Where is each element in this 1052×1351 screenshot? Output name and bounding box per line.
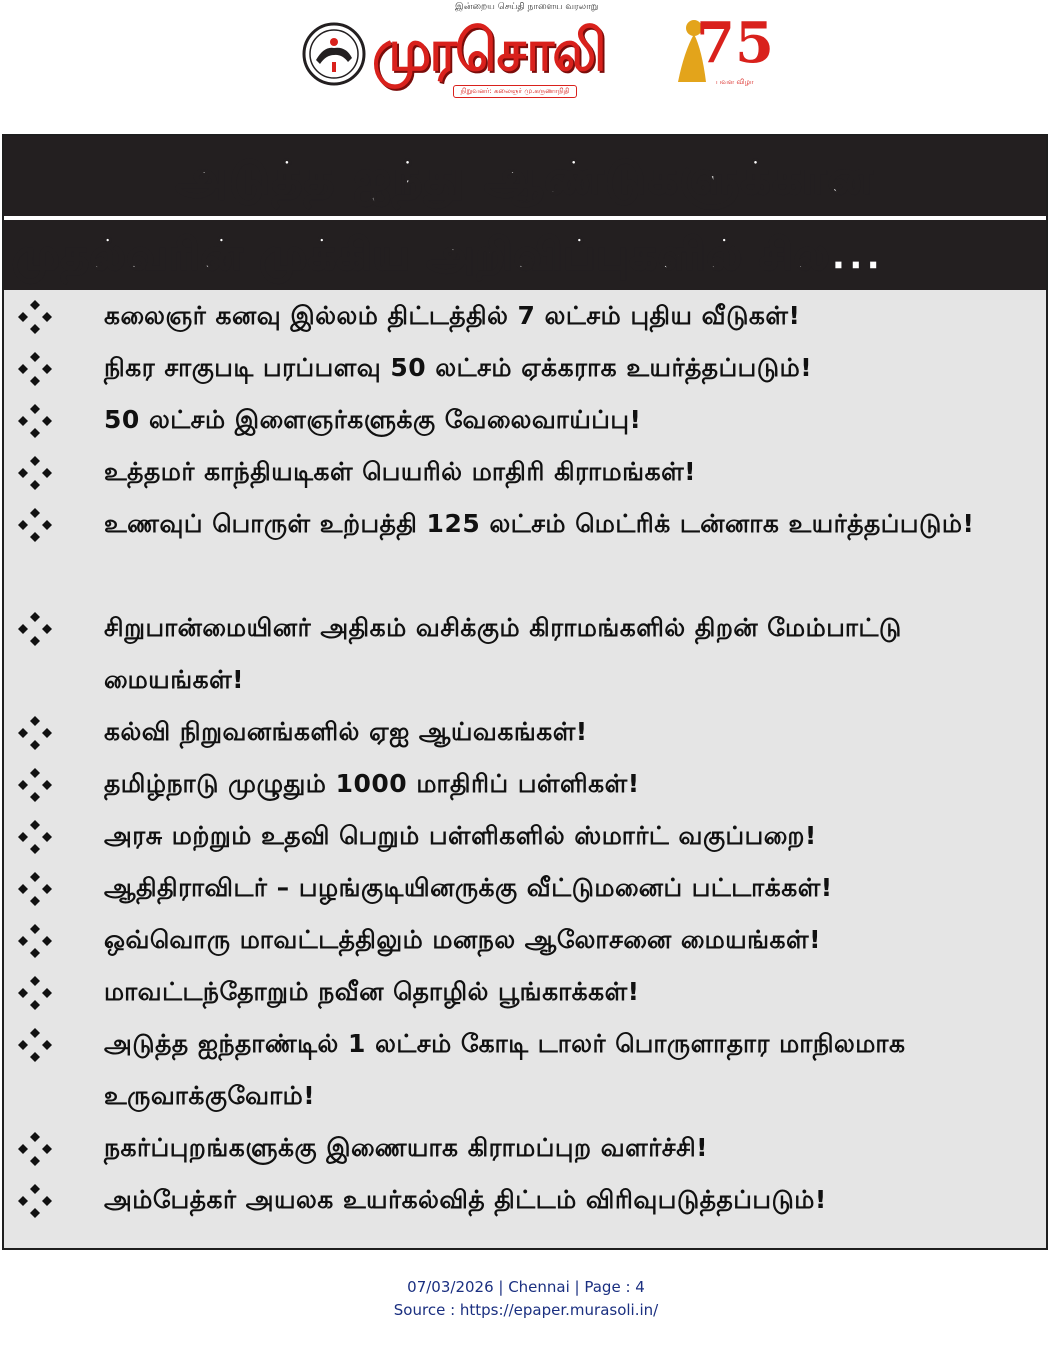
list-item-text: அரசு மற்றும் உதவி பெறும் பள்ளிகளில் ஸ்மார்ட் வகுப்பறை! <box>104 821 817 850</box>
list-item <box>4 914 1046 966</box>
list-item <box>4 290 1046 342</box>
list-item <box>4 602 1046 706</box>
list-item-text: ஒவ்வொரு மாவட்டத்திலும் மனநல ஆலோசனை மையங்கள்! <box>104 925 821 954</box>
masthead-tagline: இன்றைய செய்தி நாளைய வரலாறு <box>455 2 599 12</box>
source-link[interactable]: Source : https://epaper.murasoli.in/ <box>393 1301 659 1319</box>
list-item-text: ஆதிதிராவிடர் – பழங்குடியினருக்கு வீட்டுமனைப் பட்டாக்கள்! <box>104 873 833 902</box>
list-item <box>4 810 1046 862</box>
list-item <box>4 1122 1046 1174</box>
list-item <box>4 498 1046 602</box>
list-item-text: தமிழ்நாடு முழுதும் 1000 மாதிரிப் பள்ளிகள்! <box>104 769 640 798</box>
diamond-bullet-icon <box>18 508 52 542</box>
headline-line-2: முதல்வரின் முக்கிய அறிவிப்புகளில் சில... <box>12 230 883 280</box>
list-item-text: கல்வி நிறுவனங்களில் ஏஐ ஆய்வகங்கள்! <box>104 717 588 746</box>
list-item <box>4 342 1046 394</box>
anniversary-number: 75 <box>696 10 774 76</box>
diamond-bullet-icon <box>18 612 52 646</box>
list-item-text: கலைஞர் கனவு இல்லம் திட்டத்தில் 7 லட்சம் புதிய வீடுகள்! <box>104 301 801 330</box>
list-item-text: சிறுபான்மையினர் அதிகம் வசிக்கும் கிராமங்களில் திறன் மேம்பாட்டு மையங்கள்! <box>104 613 902 694</box>
list-item-text: உணவுப் பொருள் உற்பத்தி 125 லட்சம் மெட்ரிக் டன்னாக உயர்த்தப்படும்! <box>104 509 975 538</box>
diamond-bullet-icon <box>18 300 52 334</box>
announcement-box <box>2 134 1048 1250</box>
newspaper-name: முரசொலி <box>372 16 605 84</box>
list-item-text: அம்பேத்கர் அயலக உயர்கல்வித் திட்டம் விரிவுபடுத்தப்படும்! <box>104 1185 827 1214</box>
founder-line: நிறுவனர்: கலைஞர் மு.கருணாநிதி <box>453 85 577 98</box>
diamond-bullet-icon <box>18 404 52 438</box>
anniversary-caption: பவள விழா <box>716 78 754 86</box>
headline-line-1: அடுத்த ஐந்து ஆண்டுகளுக்கான <box>175 150 875 204</box>
list-item <box>4 706 1046 758</box>
diamond-bullet-icon <box>18 352 52 386</box>
headline-band <box>4 136 1046 290</box>
rising-sun-emblem-icon <box>302 22 366 86</box>
list-item-text: மாவட்டந்தோறும் நவீன தொழில் பூங்காக்கள்! <box>104 977 640 1006</box>
list-item-text: நகர்ப்புறங்களுக்கு இணையாக கிராமப்புற வளர்ச்சி! <box>104 1133 709 1162</box>
list-item <box>4 394 1046 446</box>
diamond-bullet-icon <box>18 872 52 906</box>
list-item <box>4 446 1046 498</box>
diamond-bullet-icon <box>18 1184 52 1218</box>
list-item <box>4 966 1046 1018</box>
masthead <box>0 0 1052 130</box>
diamond-bullet-icon <box>18 716 52 750</box>
edition-info: 07/03/2026 | Chennai | Page : 4 <box>407 1278 645 1296</box>
diamond-bullet-icon <box>18 1132 52 1166</box>
list-item <box>4 1018 1046 1122</box>
list-item-text: அடுத்த ஐந்தாண்டில் 1 லட்சம் கோடி டாலர் பொருளாதார மாநிலமாக உருவாக்குவோம்! <box>104 1029 906 1110</box>
list-item <box>4 862 1046 914</box>
list-item-text: 50 லட்சம் இளைஞர்களுக்கு வேலைவாய்ப்பு! <box>104 405 642 434</box>
list-item-text: உத்தமர் காந்தியடிகள் பெயரில் மாதிரி கிராமங்கள்! <box>104 457 697 486</box>
diamond-bullet-icon <box>18 768 52 802</box>
anniversary-75-emblem <box>650 4 774 100</box>
diamond-bullet-icon <box>18 924 52 958</box>
list-item <box>4 758 1046 810</box>
list-item-text: நிகர சாகுபடி பரப்பளவு 50 லட்சம் ஏக்கராக உயர்த்தப்படும்! <box>104 353 813 382</box>
headline-divider <box>4 216 1046 220</box>
diamond-bullet-icon <box>18 820 52 854</box>
list-item <box>4 1174 1046 1226</box>
diamond-bullet-icon <box>18 456 52 490</box>
diamond-bullet-icon <box>18 976 52 1010</box>
diamond-bullet-icon <box>18 1028 52 1062</box>
